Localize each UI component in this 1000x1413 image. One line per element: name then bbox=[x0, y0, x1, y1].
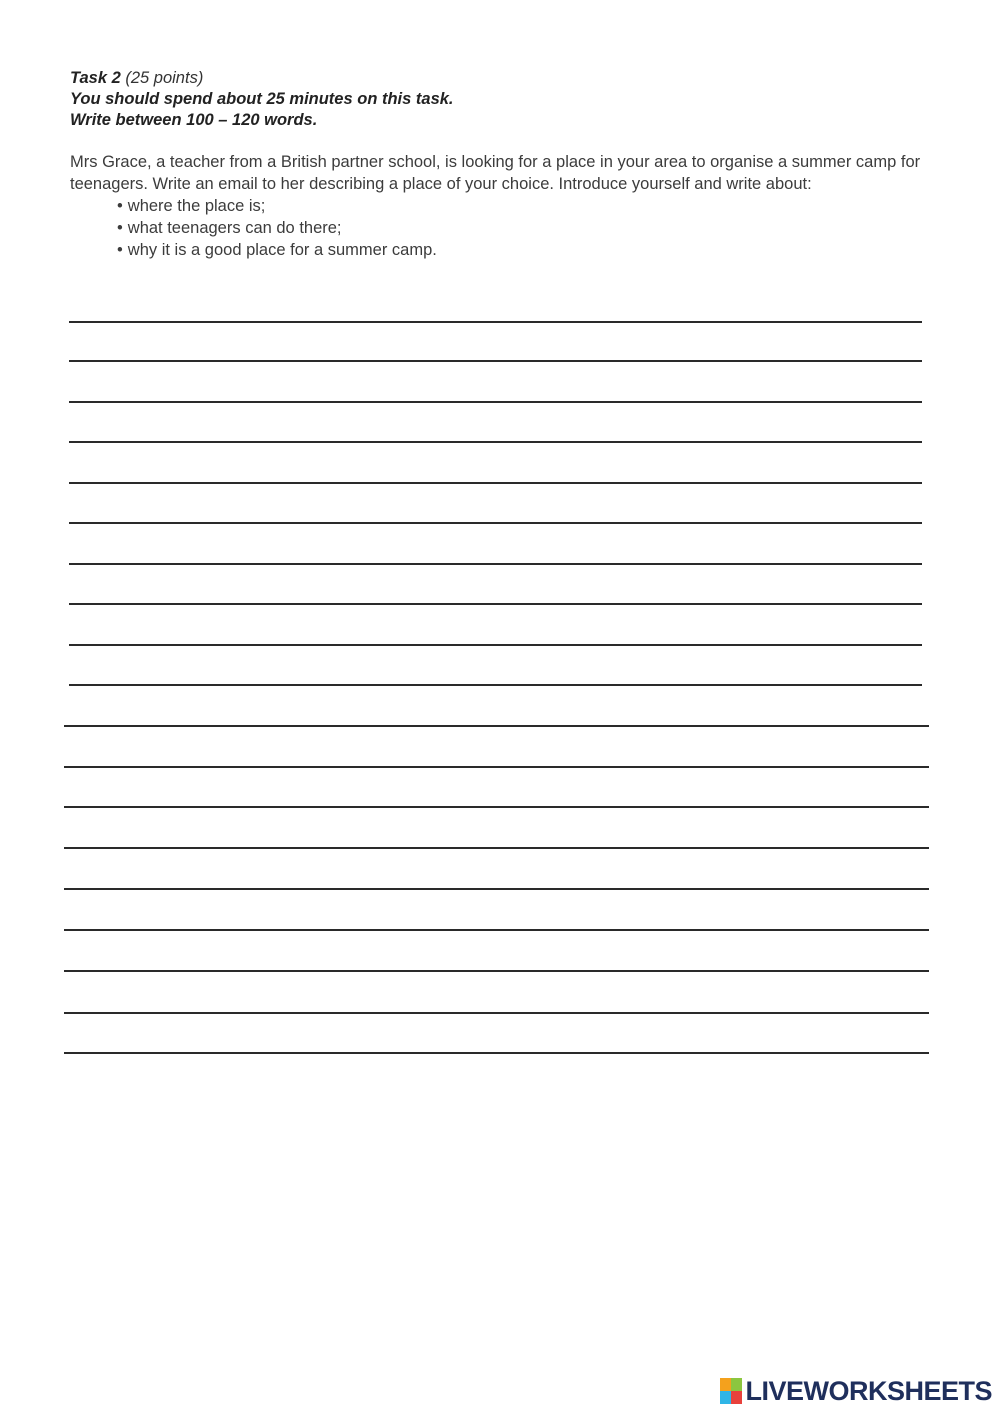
writing-line[interactable] bbox=[69, 482, 922, 484]
writing-line[interactable] bbox=[64, 929, 929, 931]
liveworksheets-logo bbox=[720, 1376, 992, 1406]
writing-line[interactable] bbox=[64, 806, 929, 808]
prompt-bullet-list bbox=[70, 195, 940, 261]
writing-line[interactable] bbox=[69, 603, 922, 605]
task-points: (25 points) bbox=[125, 69, 204, 87]
writing-line[interactable] bbox=[64, 1052, 929, 1054]
writing-line[interactable] bbox=[64, 766, 929, 768]
task-title: Task 2 bbox=[70, 69, 121, 87]
writing-line[interactable] bbox=[64, 725, 929, 727]
writing-line[interactable] bbox=[64, 1012, 929, 1014]
writing-line[interactable] bbox=[69, 684, 922, 686]
writing-line[interactable] bbox=[64, 888, 929, 890]
writing-line[interactable] bbox=[69, 644, 922, 646]
list-item: • what teenagers can do there; bbox=[117, 219, 342, 237]
writing-line[interactable] bbox=[69, 360, 922, 362]
bullet-text: what teenagers can do there; bbox=[127, 219, 342, 237]
writing-line[interactable] bbox=[69, 563, 922, 565]
writing-line[interactable] bbox=[69, 441, 922, 443]
writing-line[interactable] bbox=[69, 321, 922, 323]
writing-line[interactable] bbox=[69, 401, 922, 403]
list-item: • why it is a good place for a summer camp. bbox=[117, 241, 437, 259]
logo-mark-icon bbox=[720, 1378, 742, 1404]
bullet-text: why it is a good place for a summer camp. bbox=[127, 241, 437, 259]
task-prompt bbox=[70, 151, 940, 261]
writing-line[interactable] bbox=[64, 847, 929, 849]
instruction-words: Write between 100 – 120 words. bbox=[70, 111, 318, 129]
writing-line[interactable] bbox=[64, 970, 929, 972]
instruction-time: You should spend about 25 minutes on this task. bbox=[70, 90, 454, 108]
bullet-text: where the place is; bbox=[127, 197, 266, 215]
task-header bbox=[70, 68, 950, 131]
prompt-text: Mrs Grace, a teacher from a British partner school, is looking for a place in your area to organise a summer camp for teenagers. Write an email to her describing a place of your choice. Introduce yourself and write about: bbox=[70, 153, 921, 193]
logo-text: LIVEWORKSHEETS bbox=[745, 1376, 992, 1406]
list-item: • where the place is; bbox=[117, 197, 266, 215]
writing-line[interactable] bbox=[69, 522, 922, 524]
